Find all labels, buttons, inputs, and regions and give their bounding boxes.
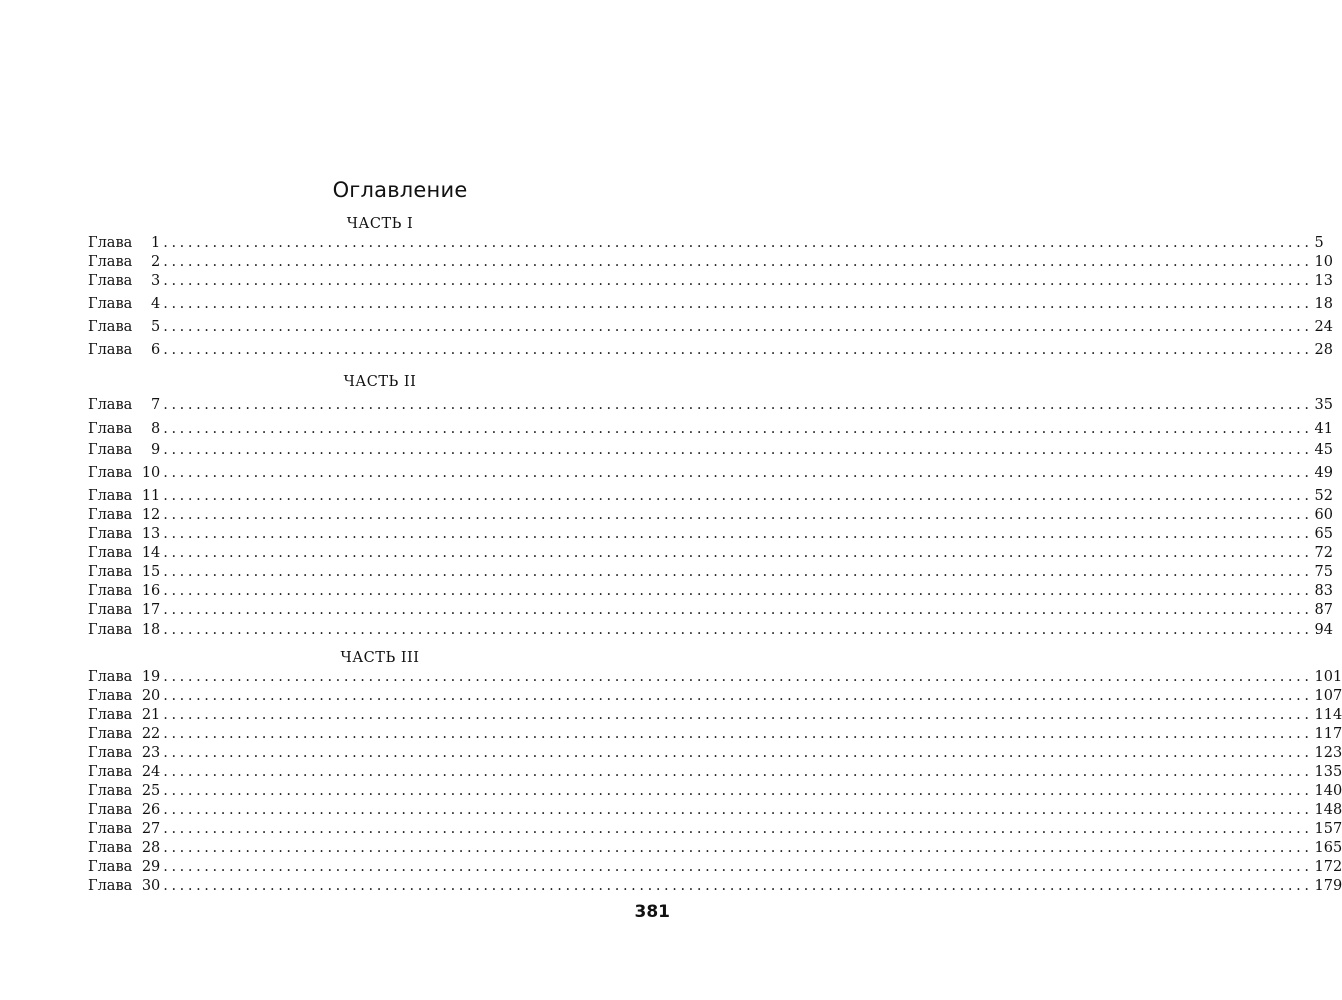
chapter-number: 22 <box>141 726 161 742</box>
dot-leader: ............................................................................................................................................ <box>163 273 1313 289</box>
dot-leader: ............................................................................................................................................ <box>163 688 1313 704</box>
toc-entry <box>88 839 1342 857</box>
chapter-label: Глава <box>88 669 133 685</box>
chapter-page: 35 <box>1314 397 1333 413</box>
toc-entry <box>88 441 1333 459</box>
dot-leader: ............................................................................................................................................ <box>163 488 1313 504</box>
chapter-number: 3 <box>151 273 161 289</box>
chapter-page: 72 <box>1314 545 1333 561</box>
chapter-page: 179 <box>1314 878 1342 894</box>
chapter-label: Глава <box>88 526 133 542</box>
dot-leader: ............................................................................................................................................ <box>163 783 1313 799</box>
chapter-page: 10 <box>1314 254 1333 270</box>
chapter-number: 17 <box>141 602 161 618</box>
dot-leader: ............................................................................................................................................ <box>163 622 1313 638</box>
chapter-number: 6 <box>151 342 161 358</box>
chapter-number: 4 <box>151 296 161 312</box>
chapter-label: Глава <box>88 254 133 270</box>
chapter-label: Глава <box>88 707 133 723</box>
chapter-page: 18 <box>1314 296 1333 312</box>
chapter-number: 9 <box>151 442 161 458</box>
dot-leader: ............................................................................................................................................ <box>163 726 1313 742</box>
toc-entry <box>88 725 1342 743</box>
toc-entry <box>88 820 1342 838</box>
chapter-page: 49 <box>1314 465 1333 481</box>
chapter-number: 8 <box>151 421 161 437</box>
chapter-label: Глава <box>88 745 133 761</box>
part-heading: ЧАСТЬ II <box>343 374 417 390</box>
dot-leader: ............................................................................................................................................ <box>163 821 1313 837</box>
dot-leader: ............................................................................................................................................ <box>163 602 1313 618</box>
chapter-page: 94 <box>1314 622 1333 638</box>
toc-entry <box>88 525 1333 543</box>
toc-entry <box>88 782 1342 800</box>
chapter-number: 26 <box>141 802 161 818</box>
chapter-label: Глава <box>88 840 133 856</box>
toc-entry <box>88 601 1333 619</box>
toc-entry <box>88 744 1342 762</box>
dot-leader: ............................................................................................................................................ <box>163 421 1313 437</box>
chapter-number: 23 <box>141 745 161 761</box>
toc-entry <box>88 706 1342 724</box>
dot-leader: ............................................................................................................................................ <box>163 296 1313 312</box>
chapter-number: 16 <box>141 583 161 599</box>
chapter-page: 135 <box>1314 764 1342 780</box>
toc-title: Оглавление <box>332 178 468 202</box>
dot-leader: ............................................................................................................................................ <box>163 669 1313 685</box>
dot-leader: ............................................................................................................................................ <box>163 840 1313 856</box>
chapter-number: 24 <box>141 764 161 780</box>
chapter-page: 107 <box>1314 688 1342 704</box>
chapter-page: 172 <box>1314 859 1342 875</box>
chapter-number: 25 <box>141 783 161 799</box>
chapter-number: 14 <box>141 545 161 561</box>
chapter-number: 12 <box>141 507 161 523</box>
part-heading: ЧАСТЬ III <box>340 650 420 666</box>
chapter-page: 28 <box>1314 342 1333 358</box>
dot-leader: ............................................................................................................................................ <box>163 526 1313 542</box>
toc-entry <box>88 506 1333 524</box>
chapter-label: Глава <box>88 421 133 437</box>
toc-entry <box>88 420 1333 438</box>
chapter-label: Глава <box>88 397 133 413</box>
chapter-label: Глава <box>88 564 133 580</box>
chapter-label: Глава <box>88 583 133 599</box>
dot-leader: ............................................................................................................................................ <box>163 707 1313 723</box>
chapter-number: 13 <box>141 526 161 542</box>
chapter-page: 65 <box>1314 526 1333 542</box>
toc-entry <box>88 234 1324 252</box>
chapter-page: 101 <box>1314 669 1342 685</box>
chapter-page: 52 <box>1314 488 1333 504</box>
chapter-label: Глава <box>88 465 133 481</box>
chapter-label: Глава <box>88 488 133 504</box>
chapter-label: Глава <box>88 273 133 289</box>
dot-leader: ............................................................................................................................................ <box>163 564 1313 580</box>
chapter-page: 165 <box>1314 840 1342 856</box>
dot-leader: ............................................................................................................................................ <box>163 878 1313 894</box>
chapter-page: 13 <box>1314 273 1333 289</box>
chapter-number: 2 <box>151 254 161 270</box>
chapter-page: 83 <box>1314 583 1333 599</box>
chapter-page: 75 <box>1314 564 1333 580</box>
dot-leader: ............................................................................................................................................ <box>163 397 1313 413</box>
chapter-label: Глава <box>88 442 133 458</box>
toc-entry <box>88 687 1342 705</box>
toc-entry <box>88 487 1333 505</box>
chapter-number: 5 <box>151 319 161 335</box>
chapter-label: Глава <box>88 622 133 638</box>
chapter-number: 20 <box>141 688 161 704</box>
chapter-page: 60 <box>1314 507 1333 523</box>
toc-entry <box>88 464 1333 482</box>
chapter-number: 10 <box>141 465 161 481</box>
chapter-page: 140 <box>1314 783 1342 799</box>
dot-leader: ............................................................................................................................................ <box>163 342 1313 358</box>
chapter-page: 24 <box>1314 319 1333 335</box>
chapter-label: Глава <box>88 878 133 894</box>
dot-leader: ............................................................................................................................................ <box>163 859 1313 875</box>
toc-entry <box>88 544 1333 562</box>
page-number: 381 <box>634 902 670 922</box>
chapter-page: 5 <box>1314 235 1324 251</box>
chapter-label: Глава <box>88 821 133 837</box>
toc-entry <box>88 668 1342 686</box>
chapter-label: Глава <box>88 726 133 742</box>
chapter-label: Глава <box>88 802 133 818</box>
toc-entry <box>88 801 1342 819</box>
toc-entry <box>88 396 1333 414</box>
dot-leader: ............................................................................................................................................ <box>163 802 1313 818</box>
toc-entry <box>88 582 1333 600</box>
dot-leader: ............................................................................................................................................ <box>163 507 1313 523</box>
chapter-number: 1 <box>151 235 161 251</box>
chapter-page: 157 <box>1314 821 1342 837</box>
chapter-number: 11 <box>141 488 161 504</box>
chapter-page: 148 <box>1314 802 1342 818</box>
toc-entry <box>88 295 1333 313</box>
chapter-label: Глава <box>88 602 133 618</box>
dot-leader: ............................................................................................................................................ <box>163 442 1313 458</box>
chapter-label: Глава <box>88 507 133 523</box>
chapter-number: 19 <box>141 669 161 685</box>
toc-entry <box>88 763 1342 781</box>
chapter-page: 87 <box>1314 602 1333 618</box>
chapter-label: Глава <box>88 296 133 312</box>
chapter-page: 41 <box>1314 421 1333 437</box>
toc-entry <box>88 272 1333 290</box>
chapter-number: 27 <box>141 821 161 837</box>
dot-leader: ............................................................................................................................................ <box>163 254 1313 270</box>
chapter-number: 30 <box>141 878 161 894</box>
chapter-label: Глава <box>88 319 133 335</box>
chapter-label: Глава <box>88 342 133 358</box>
chapter-label: Глава <box>88 688 133 704</box>
chapter-number: 15 <box>141 564 161 580</box>
chapter-label: Глава <box>88 764 133 780</box>
toc-entry <box>88 318 1333 336</box>
part-heading: ЧАСТЬ I <box>346 216 414 232</box>
dot-leader: ............................................................................................................................................ <box>163 465 1313 481</box>
chapter-number: 18 <box>141 622 161 638</box>
chapter-page: 117 <box>1314 726 1342 742</box>
chapter-label: Глава <box>88 783 133 799</box>
dot-leader: ............................................................................................................................................ <box>163 745 1313 761</box>
toc-entry <box>88 563 1333 581</box>
dot-leader: ............................................................................................................................................ <box>163 545 1313 561</box>
toc-entry <box>88 621 1333 639</box>
chapter-number: 21 <box>141 707 161 723</box>
dot-leader: ............................................................................................................................................ <box>163 319 1313 335</box>
toc-entry <box>88 341 1333 359</box>
toc-entry <box>88 253 1333 271</box>
toc-entry <box>88 877 1342 895</box>
chapter-label: Глава <box>88 859 133 875</box>
chapter-number: 28 <box>141 840 161 856</box>
dot-leader: ............................................................................................................................................ <box>163 764 1313 780</box>
chapter-page: 114 <box>1314 707 1342 723</box>
chapter-page: 45 <box>1314 442 1333 458</box>
toc-entry <box>88 858 1342 876</box>
chapter-number: 29 <box>141 859 161 875</box>
chapter-page: 123 <box>1314 745 1342 761</box>
chapter-label: Глава <box>88 545 133 561</box>
dot-leader: ............................................................................................................................................ <box>163 235 1313 251</box>
chapter-label: Глава <box>88 235 133 251</box>
dot-leader: ............................................................................................................................................ <box>163 583 1313 599</box>
chapter-number: 7 <box>151 397 161 413</box>
